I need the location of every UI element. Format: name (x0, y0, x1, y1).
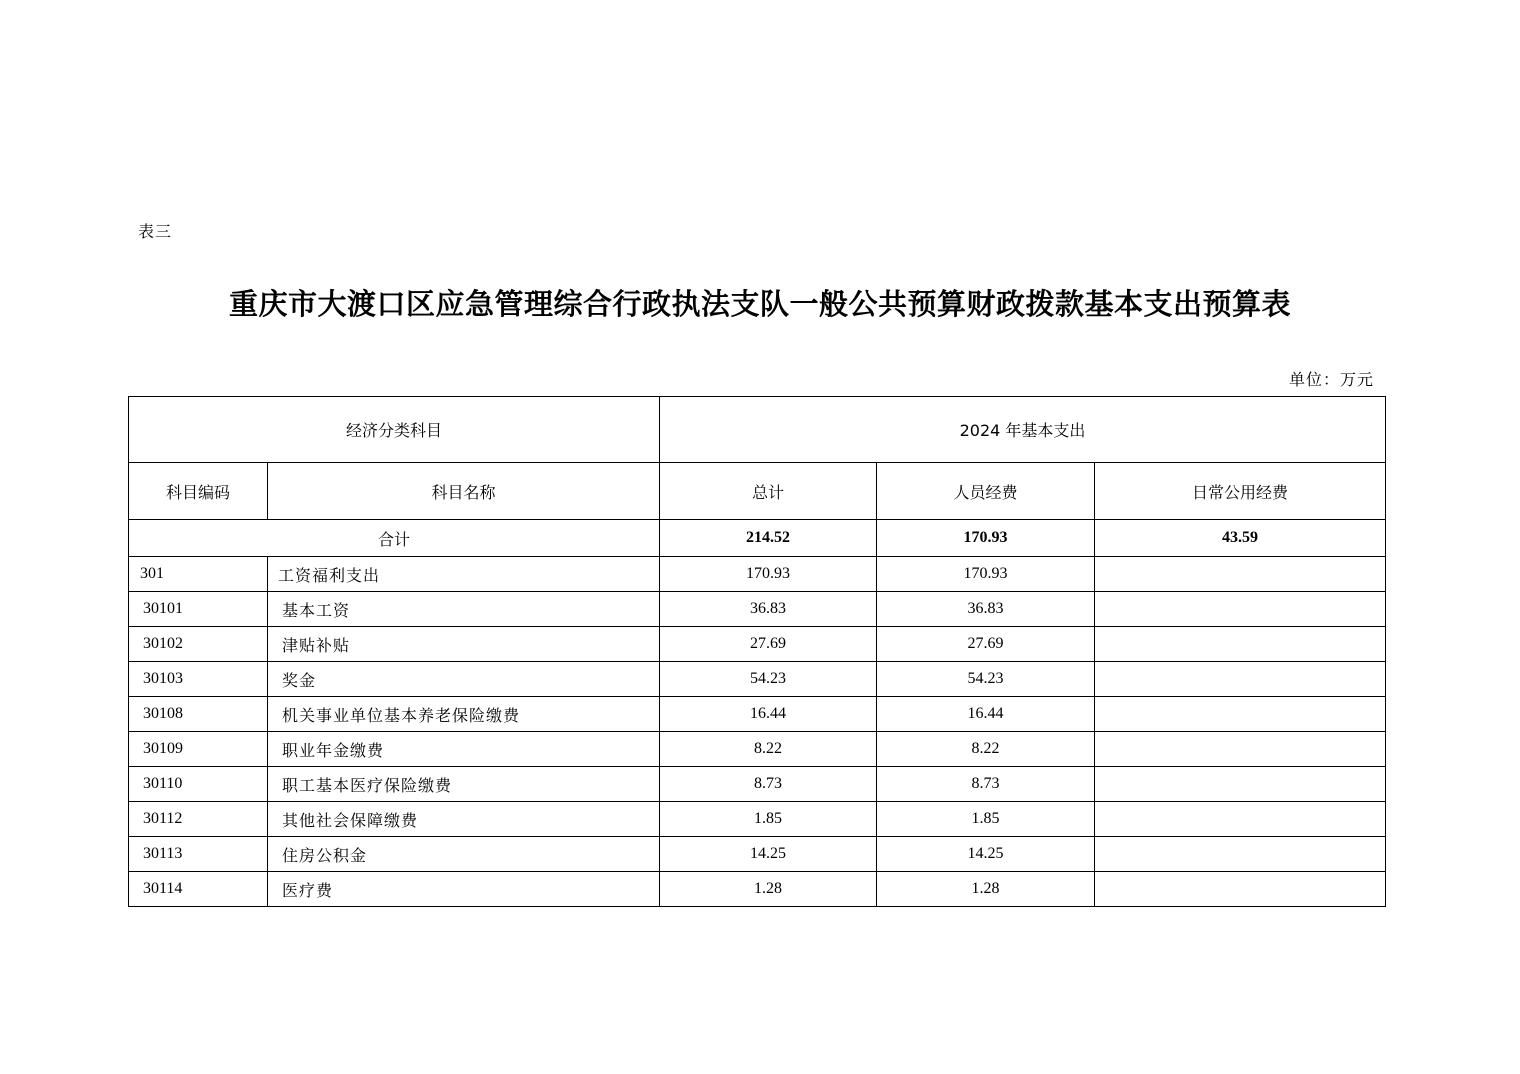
row-public (1095, 697, 1386, 732)
row-name: 工资福利支出 (268, 557, 660, 592)
row-public (1095, 662, 1386, 697)
row-total: 16.44 (660, 697, 877, 732)
row-total: 8.22 (660, 732, 877, 767)
table-row (129, 872, 1386, 907)
row-total: 54.23 (660, 662, 877, 697)
total-total: 214.52 (660, 520, 877, 557)
row-public (1095, 627, 1386, 662)
row-name: 职工基本医疗保险缴费 (268, 767, 660, 802)
row-name: 基本工资 (268, 592, 660, 627)
document-title: 重庆市大渡口区应急管理综合行政执法支队一般公共预算财政拨款基本支出预算表 (228, 287, 1291, 321)
row-personnel: 36.83 (877, 592, 1095, 627)
table-row (129, 837, 1386, 872)
header-row-top (129, 397, 1386, 463)
row-personnel: 8.22 (877, 732, 1095, 767)
row-personnel: 16.44 (877, 697, 1095, 732)
row-public (1095, 872, 1386, 907)
row-code: 30102 (129, 627, 268, 662)
table-row (129, 627, 1386, 662)
row-personnel: 54.23 (877, 662, 1095, 697)
row-name: 奖金 (268, 662, 660, 697)
row-personnel: 1.85 (877, 802, 1095, 837)
row-code: 30113 (129, 837, 268, 872)
row-name: 其他社会保障缴费 (268, 802, 660, 837)
row-name: 津贴补贴 (268, 627, 660, 662)
table-label: 表三 (138, 222, 173, 241)
row-name: 医疗费 (268, 872, 660, 907)
row-public (1095, 802, 1386, 837)
unit-label: 单位：万元 (1288, 370, 1374, 389)
row-code: 30109 (129, 732, 268, 767)
row-public (1095, 767, 1386, 802)
header-name: 科目名称 (268, 463, 660, 520)
header-year-basic: 2024 年基本支出 (660, 397, 1386, 463)
table-row (129, 557, 1386, 592)
header-code: 科目编码 (129, 463, 268, 520)
table-row (129, 767, 1386, 802)
row-public (1095, 592, 1386, 627)
row-public (1095, 837, 1386, 872)
table-row (129, 732, 1386, 767)
header-public: 日常公用经费 (1095, 463, 1386, 520)
table-row (129, 802, 1386, 837)
row-public (1095, 732, 1386, 767)
header-personnel: 人员经费 (877, 463, 1095, 520)
row-personnel: 27.69 (877, 627, 1095, 662)
row-personnel: 8.73 (877, 767, 1095, 802)
row-name: 住房公积金 (268, 837, 660, 872)
header-total: 总计 (660, 463, 877, 520)
row-code: 30103 (129, 662, 268, 697)
row-code: 30108 (129, 697, 268, 732)
row-total: 36.83 (660, 592, 877, 627)
total-personnel: 170.93 (877, 520, 1095, 557)
row-total: 1.85 (660, 802, 877, 837)
table-row (129, 592, 1386, 627)
table-row (129, 697, 1386, 732)
row-total: 8.73 (660, 767, 877, 802)
row-name: 机关事业单位基本养老保险缴费 (268, 697, 660, 732)
row-total: 170.93 (660, 557, 877, 592)
row-code: 301 (129, 557, 268, 592)
row-code: 30112 (129, 802, 268, 837)
total-public: 43.59 (1095, 520, 1386, 557)
header-economic-class: 经济分类科目 (129, 397, 660, 463)
row-personnel: 1.28 (877, 872, 1095, 907)
total-label: 合计 (129, 520, 660, 557)
total-row (129, 520, 1386, 557)
row-total: 1.28 (660, 872, 877, 907)
row-name: 职业年金缴费 (268, 732, 660, 767)
budget-table (128, 396, 1386, 907)
row-code: 30114 (129, 872, 268, 907)
table-row (129, 662, 1386, 697)
row-total: 14.25 (660, 837, 877, 872)
row-code: 30110 (129, 767, 268, 802)
row-code: 30101 (129, 592, 268, 627)
header-row-columns (129, 463, 1386, 520)
row-public (1095, 557, 1386, 592)
row-personnel: 14.25 (877, 837, 1095, 872)
row-total: 27.69 (660, 627, 877, 662)
row-personnel: 170.93 (877, 557, 1095, 592)
